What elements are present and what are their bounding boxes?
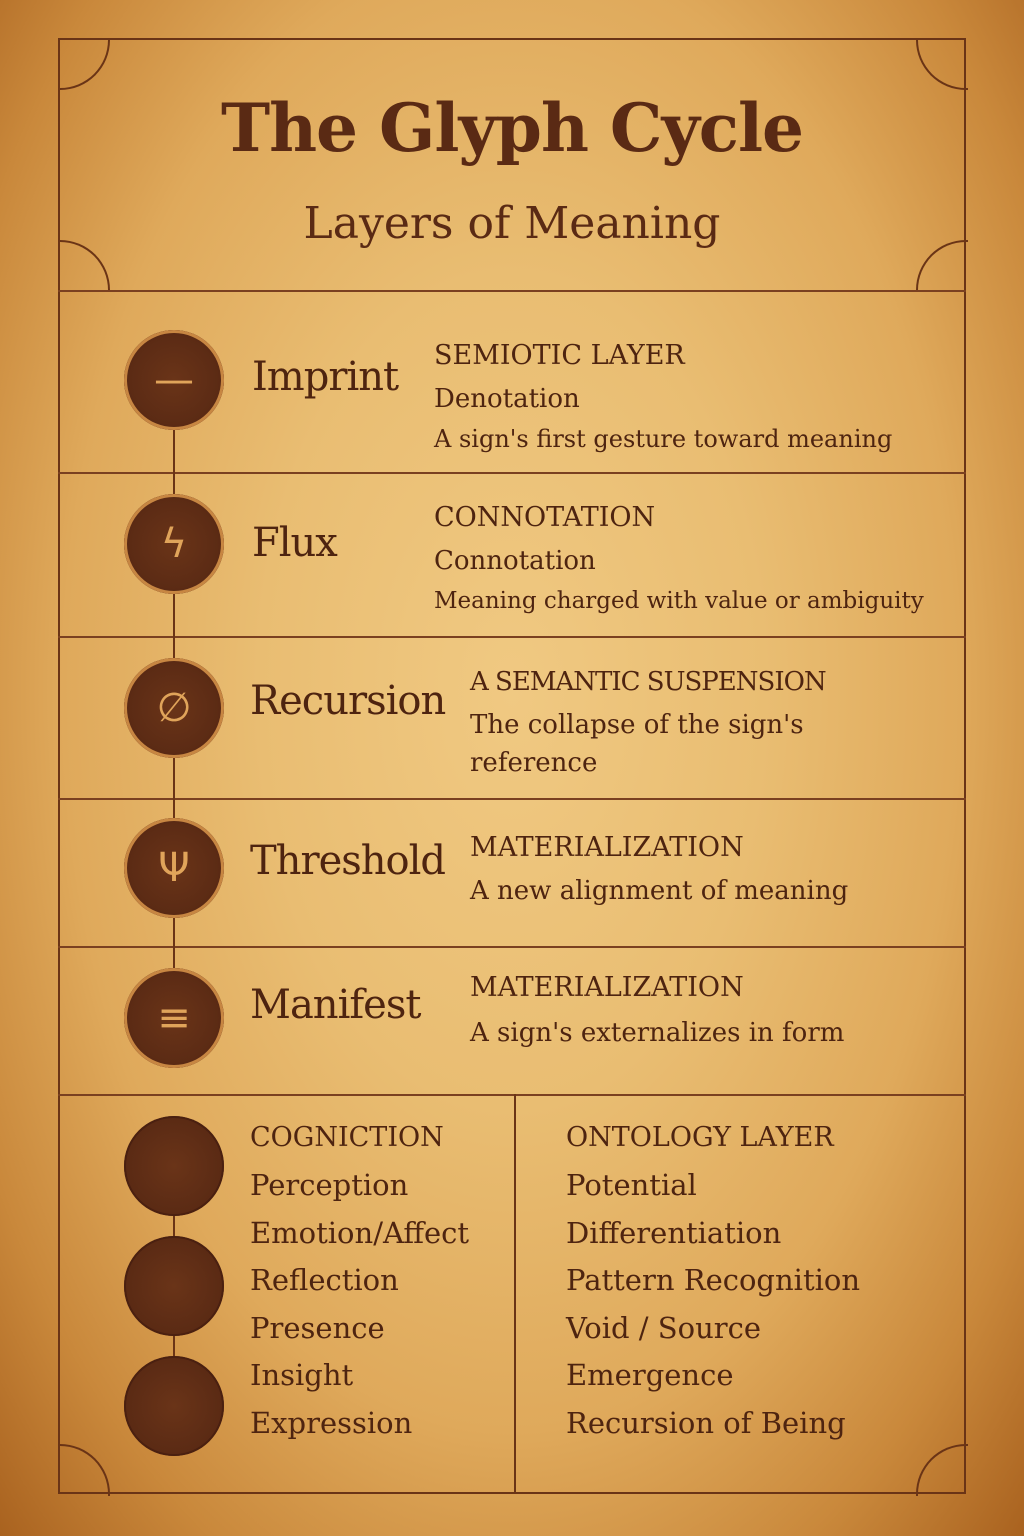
list-item: Emotion/Affect	[250, 1215, 470, 1250]
blank-glyph-icon	[124, 1356, 224, 1456]
glyph-symbol: ≡	[157, 995, 191, 1041]
layer-description: A new alignment of meaning	[470, 876, 849, 906]
stage-name: Threshold	[250, 838, 446, 884]
list-item: Reflection	[250, 1263, 399, 1298]
stage-name: Recursion	[250, 678, 446, 724]
layer-description: Meaning charged with value or ambiguity	[434, 588, 924, 614]
list-item: Presence	[250, 1310, 385, 1345]
stage-name: Flux	[252, 520, 337, 566]
list-item: Perception	[250, 1168, 409, 1202]
divider	[58, 798, 966, 800]
cognition-heading: COGNICTION	[250, 1122, 444, 1153]
layer-term: Connotation	[434, 546, 596, 576]
psi-icon	[124, 818, 224, 918]
layer-heading: CONNOTATION	[434, 502, 656, 533]
list-item: Void / Source	[566, 1310, 762, 1345]
divider	[58, 636, 966, 638]
blank-glyph-icon	[124, 1116, 224, 1216]
glyph-symbol: ∅	[156, 685, 192, 731]
stage-name: Manifest	[250, 982, 421, 1028]
cognition-list	[250, 1162, 469, 1448]
stage-name: Imprint	[252, 354, 399, 400]
layer-heading: MATERIALIZATION	[470, 972, 744, 1003]
list-item: Pattern Recognition	[566, 1263, 861, 1298]
list-item: Expression	[250, 1405, 413, 1440]
glyph-symbol: ϟ	[160, 521, 188, 567]
list-item: Differentiation	[566, 1215, 782, 1250]
triple-bar-icon	[124, 968, 224, 1068]
glyph-symbol: —	[154, 357, 194, 403]
divider	[58, 290, 966, 292]
glyph-symbol: Ψ	[158, 845, 190, 891]
divider	[58, 472, 966, 474]
layer-description: A sign's first gesture toward meaning	[434, 425, 893, 453]
layer-heading: SEMIOTIC LAYER	[434, 340, 685, 371]
ontology-list	[566, 1162, 860, 1448]
ontology-heading: ONTOLOGY LAYER	[566, 1122, 834, 1153]
list-item: Recursion of Being	[566, 1405, 846, 1440]
divider	[58, 1094, 966, 1096]
layer-description: A sign's externalizes in form	[470, 1018, 845, 1048]
layer-heading: MATERIALIZATION	[470, 832, 744, 863]
divider	[58, 946, 966, 948]
layer-term: Denotation	[434, 384, 580, 414]
layer-heading: A SEMANTIC SUSPENSION	[470, 667, 826, 697]
list-item: Insight	[250, 1358, 354, 1393]
list-item: Potential	[566, 1168, 697, 1202]
horizontal-bar-icon	[124, 330, 224, 430]
lightning-bolt-icon	[124, 494, 224, 594]
blank-glyph-icon	[124, 1236, 224, 1336]
list-item: Emergence	[566, 1358, 734, 1393]
page-title: The Glyph Cycle	[220, 89, 804, 167]
column-divider	[514, 1094, 516, 1492]
page-subtitle: Layers of Meaning	[303, 198, 721, 249]
layer-description: The collapse of the sign's reference	[470, 710, 804, 778]
null-set-icon	[124, 658, 224, 758]
